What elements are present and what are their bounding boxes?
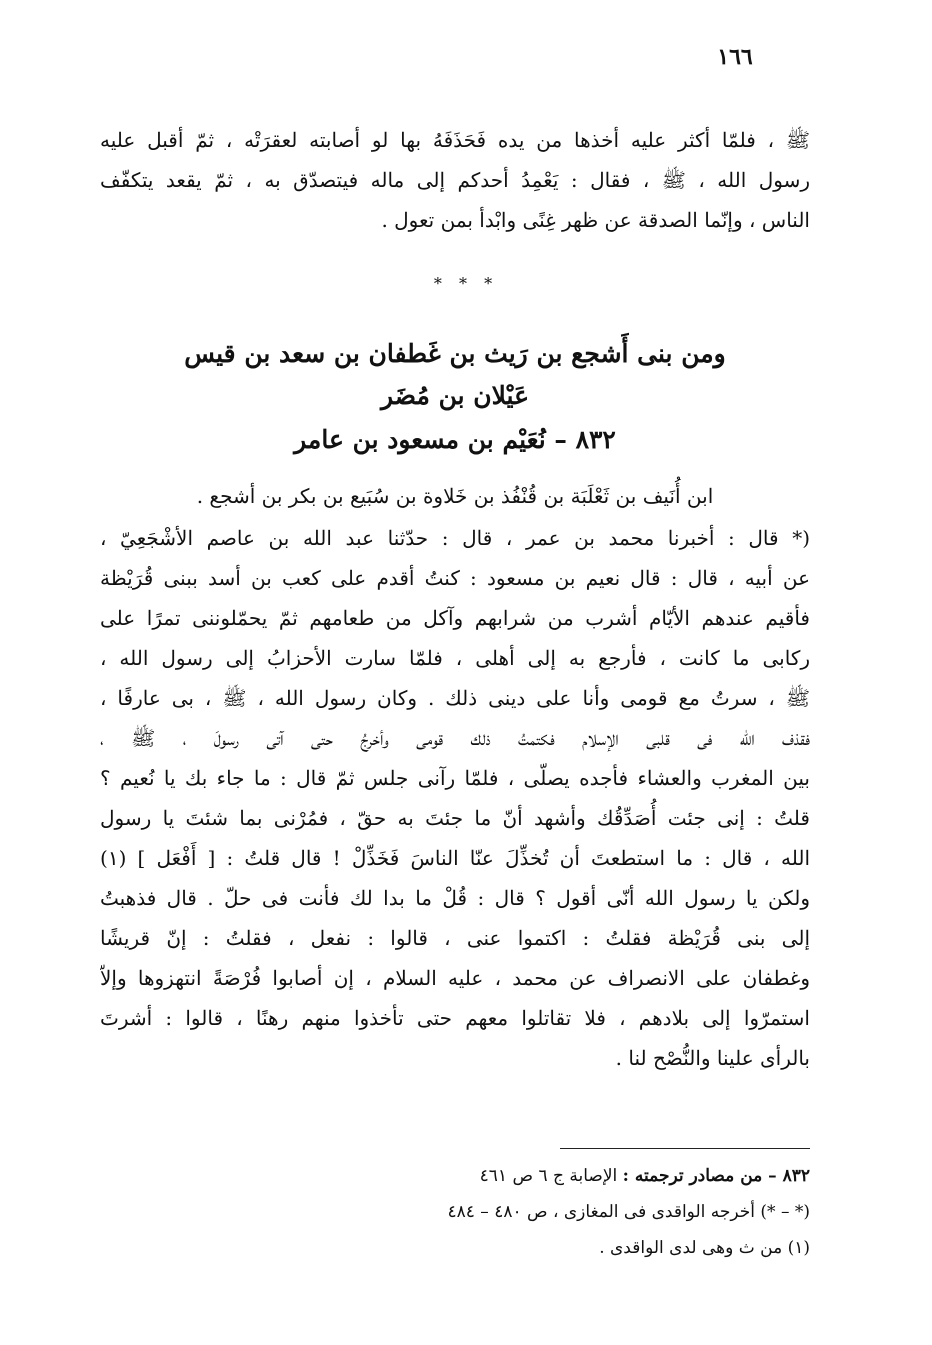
text-line: ولكن يا رسول الله أنّى أقول ؟ قال : قُلْ ما بدا لك فأنت فى حلّ . قال فذهبتُ <box>100 886 810 910</box>
footnote-sources-label: ٨٣٢ – من مصادر ترجمته : <box>622 1166 810 1186</box>
text-line: استمرّوا إلى بلادهم ، فلا تقاتلوا معهم حتى تأخذوا منهم رهنًا ، قالوا : أشرتَ <box>100 1006 810 1030</box>
text-line: قلتُ : إنى جئت أُصَدِّقُك وأشهد أنّ ما جئتَ به حقّ ، فمُرْنى بما شئتَ يا رسول <box>100 806 810 830</box>
footnote-divider <box>560 1148 810 1149</box>
text-line: ركابى ما كانت ، فأرجع به إلى أهلى ، فلمّا سارت الأحزابُ إلى رسول الله ، <box>100 646 810 670</box>
section-divider: * * * <box>433 274 499 293</box>
text-line: وغطفان على الانصراف عن محمد ، عليه السلام ، إن أصابوا فُرْصَةً انتهزوها وإلاّ <box>100 966 810 990</box>
text-line: (* قال : أخبرنا محمد بن عمر ، قال : حدّثنا عبد الله بن عاصم الأشْجَعِيّ ، <box>100 526 810 550</box>
body-paragraph <box>100 518 810 1078</box>
text-line: ﷺ ، سرتُ مع قومى وأنا على دينى ذلك . وكان رسول الله ، ﷺ ، بى عارفًا ، <box>100 686 810 710</box>
text-line: بالرأى علينا والنُّصْح لنا . <box>615 1046 810 1070</box>
intro-paragraph <box>100 120 810 240</box>
text-line: الله ، قال : ما استطعتَ أن تُخذِّلَ عنّا الناسَ فَخَذِّلْ ! قال قلتُ : [ أَفْعَل ] (١) <box>100 846 810 870</box>
page-number: ١٦٦ <box>717 44 753 70</box>
footnotes <box>300 1158 810 1266</box>
footnote-sources-text: الإصابة ج ٦ ص ٤٦١ <box>479 1166 618 1186</box>
entry-title: ٨٣٢ – نُعَيْم بن مسعود بن عامر <box>294 425 616 454</box>
text-line: رسول الله ، ﷺ ، فقال : يَعْمِدُ أحدكم إلى ماله فيتصدّق به ، ثمّ يقعد يتكفّف <box>100 168 810 192</box>
footnote-1: (١) من ث وهى لدى الواقدى . <box>599 1238 810 1258</box>
footnote-star: (* – *) أخرجه الواقدى فى المغازى ، ص ٤٨٠ – ٤٨٤ <box>447 1202 810 1222</box>
text-line: عن أبيه ، قال : قال نعيم بن مسعود : كنتُ أقدم على كعب بن أسد ببنى قُرَيْظة <box>100 566 810 590</box>
text-line: فقذف الله فى قلبى الإسلام فكتمتُ ذلك قومى وأخرجُ حتى آتى رسولَ ، ﷺ ، <box>100 726 810 750</box>
text-line: الناس ، وإنّما الصدقة عن ظهر غِنًى وابْدأ بمن تعول . <box>381 208 810 232</box>
text-line: فأقيم عندهم الأيّام أشرب من شرابهم وآكل من طعامهم ثمّ يحمّلوننى تمرًا على <box>100 606 810 630</box>
text-line: إلى بنى قُرَيْظة فقلتُ : اكتموا عنى ، قالوا : نفعل ، فقلتُ : إنّ قريشًا <box>100 926 810 950</box>
lineage-line: ابن أُنَيف بن ثَعْلَبَة بن قُنْفُذ بن خَلاوة بن سُبَيع بن بكر بن أشجع . <box>196 484 714 508</box>
text-line: ﷺ ، فلمّا أكثر عليه أخذها من يده فَحَذَفَهُ بها لو أصابته لعقرَتْه ، ثمّ أقبل عليه <box>100 128 810 152</box>
section-heading-line-2: عَيْلان بن مُضَر <box>381 381 529 410</box>
footnote-sources <box>300 1158 810 1194</box>
text-line: بين المغرب والعشاء فأجده يصلّى ، فلمّا رآنى جلس ثمّ قال : ما جاء بك يا نُعيم ؟ <box>100 766 810 790</box>
section-heading-line-1: ومن بنى أَشجع بن رَيث بن غَطفان بن سعد بن قيس <box>184 339 726 368</box>
